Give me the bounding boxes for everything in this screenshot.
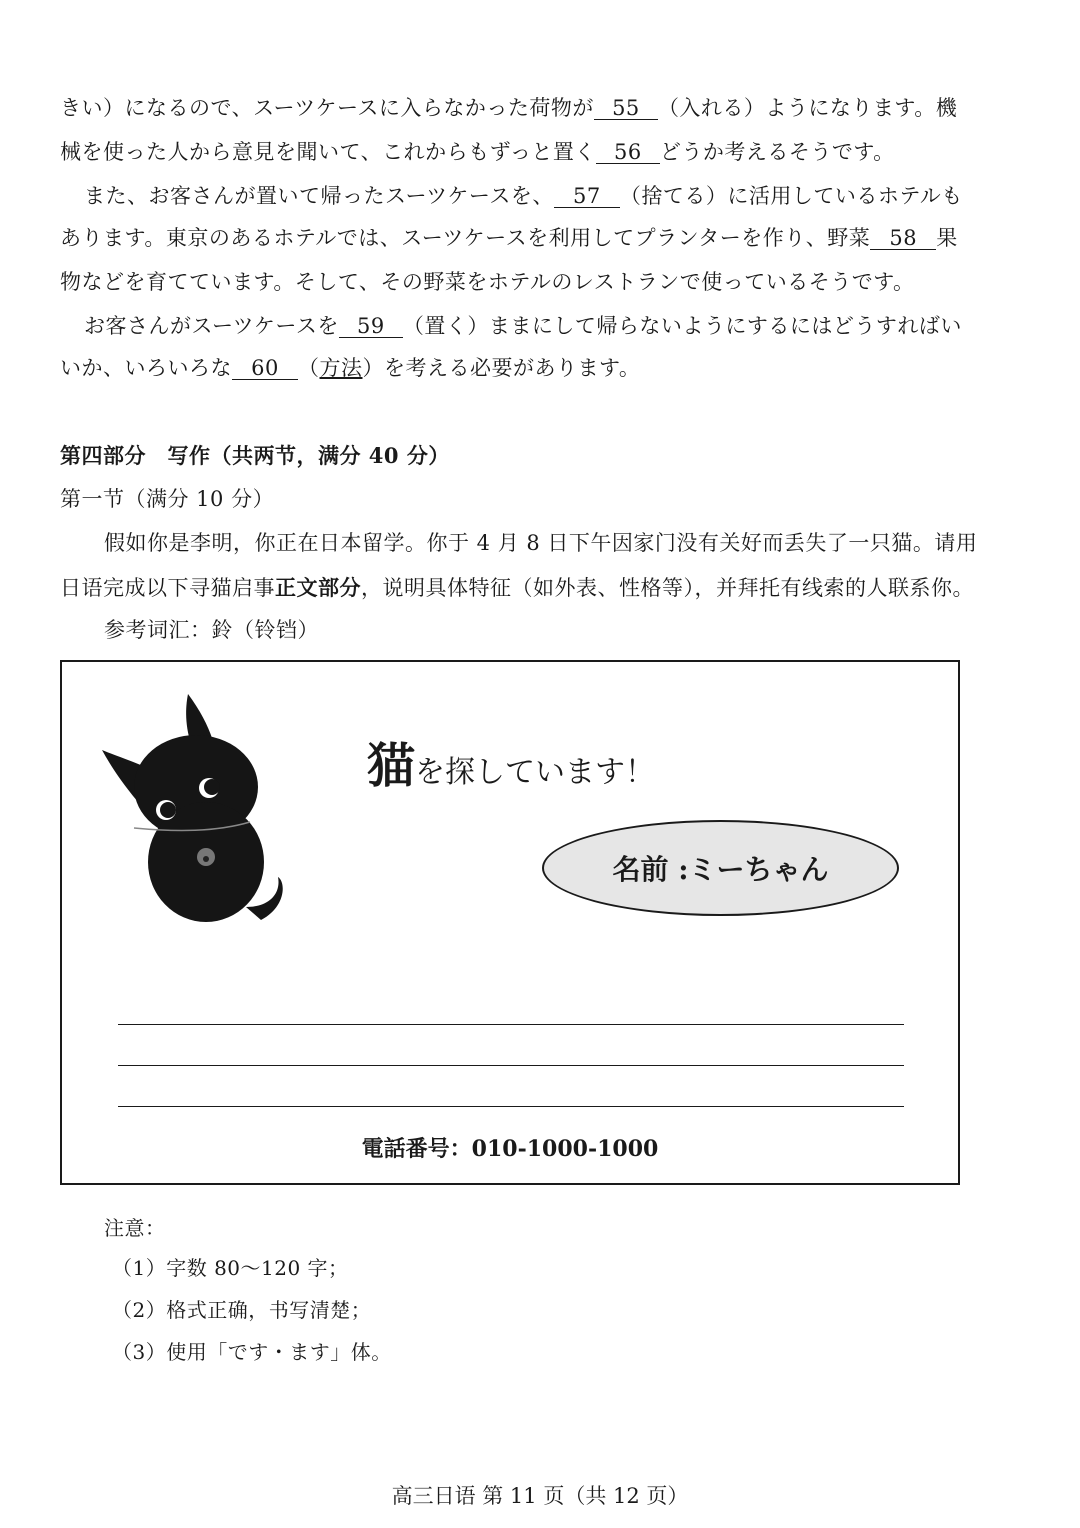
note-3: （3）使用「です・ます」体。 bbox=[112, 1340, 392, 1364]
writing-line-1 bbox=[118, 1024, 904, 1025]
writing-line-2 bbox=[118, 1065, 904, 1066]
blank-57: 57 bbox=[554, 185, 620, 208]
poster-title: 猫を探しています！ bbox=[367, 738, 656, 794]
blank-59: 59 bbox=[339, 315, 403, 338]
passage-line-3: また、お客さんが置いて帰ったスーツケースを、 57 （捨てる）に活用しているホテルも bbox=[84, 184, 963, 208]
passage-line-4: あります。東京のあるホテルでは、スーツケースを利用してプランターを作り、野菜 58 果 bbox=[60, 226, 958, 250]
blank-60: 60 bbox=[232, 357, 298, 380]
blank-58: 58 bbox=[870, 227, 936, 250]
passage-line-2: 械を使った人から意見を聞いて、これからもずっと置く 56 どうか考えるそうです。 bbox=[60, 140, 895, 164]
notes-label: 注意： bbox=[104, 1216, 166, 1240]
section-subheading: 第一节（满分 10 分） bbox=[60, 487, 275, 511]
prompt-paragraph-1: 假如你是李明，你正在日本留学。你于 4 月 8 日下午因家门没有关好而丢失了一只猫。请用 bbox=[104, 531, 978, 555]
passage-line-1: きい）になるので、スーツケースに入らなかった荷物が 55 （入れる）ようになります。機 bbox=[60, 96, 958, 120]
note-1: （1）字数 80～120 字； bbox=[112, 1256, 349, 1280]
prompt-paragraph-2: 日语完成以下寻猫启事正文部分，说明具体特征（如外表、性格等），并拜托有线索的人联系你。 bbox=[60, 575, 974, 600]
page-footer: 高三日语 第 11 页（共 12 页） bbox=[391, 1484, 689, 1508]
section-heading: 第四部分 写作（共两节，满分 40 分） bbox=[60, 443, 450, 468]
black-cat-illustration bbox=[96, 692, 316, 932]
blank-55: 55 bbox=[594, 97, 658, 120]
note-2: （2）格式正确，书写清楚； bbox=[112, 1298, 372, 1322]
phone-number: 電話番号：010-1000-1000 bbox=[361, 1136, 659, 1162]
reference-vocab: 参考词汇：鈴（铃铛） bbox=[104, 618, 319, 642]
passage-line-7: いか、いろいろな 60 （方法）を考える必要があります。 bbox=[60, 356, 641, 380]
passage-line-6: お客さんがスーツケースを 59 （置く）ままにして帰らないようにするにはどうすればい bbox=[84, 314, 962, 338]
writing-line-3 bbox=[118, 1106, 904, 1107]
blank-56: 56 bbox=[596, 141, 660, 164]
passage-line-5: 物などを育てています。そして、その野菜をホテルのレストランで使っているそうです。 bbox=[60, 270, 915, 294]
cat-name-badge: 名前 :ミーちゃん bbox=[542, 820, 899, 916]
lost-cat-poster bbox=[60, 660, 960, 1185]
